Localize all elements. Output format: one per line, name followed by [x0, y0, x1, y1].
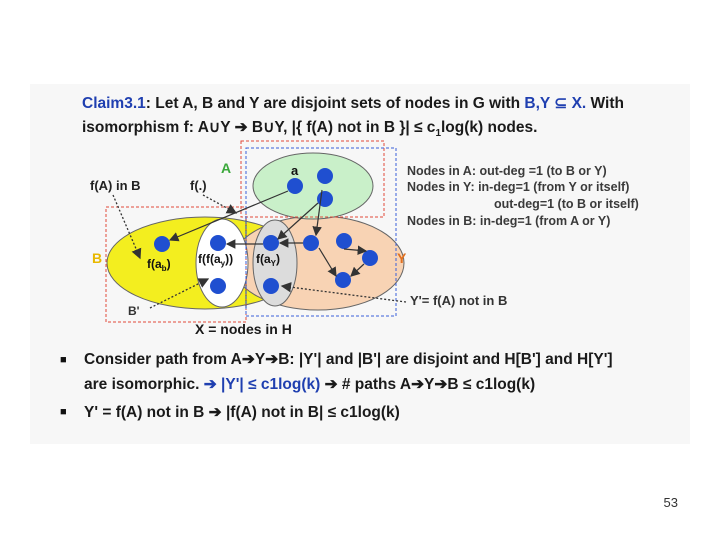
- set-A-ellipse: [253, 153, 373, 219]
- node-ffay2: [210, 278, 226, 294]
- bullet-1-line-2c: ➔ # paths A➔Y➔B ≤ c1log(k): [320, 376, 536, 393]
- note-2: Nodes in Y: in-deg=1 (from Y or itself): [407, 180, 630, 194]
- label-Y: Y: [397, 250, 407, 266]
- pointer-f-dot: [203, 195, 236, 213]
- claim-label: Claim3.1: [82, 95, 146, 112]
- claim-map: f: A∪Y ➔ B∪Y: [183, 119, 284, 136]
- note-4: Nodes in B: in-deg=1 (from A or Y): [407, 214, 611, 228]
- label-Bprime: B': [128, 304, 140, 318]
- node-fay1: [263, 235, 279, 251]
- claim-tail: log(k) nodes.: [441, 119, 538, 136]
- bullet-1-line-1: Consider path from A➔Y➔B: |Y'| and |B'| are disjoint and H[B'] and H[Y']: [84, 351, 613, 368]
- bullet-1-line-2b: ➔ |Y'| ≤ c1log(k): [203, 376, 321, 393]
- node-y1: [303, 235, 319, 251]
- label-ffay: $f(f(a_y))$: [198, 252, 234, 268]
- label-f-ab: $f(a_b)$: [147, 257, 171, 273]
- node-a2: [317, 168, 333, 184]
- bullet-2: Y' = f(A) not in B ➔ |f(A) not in B| ≤ c1log(k): [84, 404, 400, 421]
- claim-text-2: isomorphism: [82, 119, 184, 136]
- claim-sub: 1: [435, 128, 441, 140]
- claim-text-1: : Let A, B and Y are disjoint sets of nodes in G with: [145, 95, 525, 112]
- page-number: 53: [663, 495, 678, 510]
- claim-end-2: , |{ f(A) not in B }| ≤ c: [283, 119, 436, 136]
- label-B: B: [92, 250, 103, 266]
- label-fA-in-B: f(A) in B: [90, 178, 141, 193]
- node-a1: [287, 178, 303, 194]
- label-f-dot: f(.): [190, 178, 207, 193]
- node-y2: [336, 233, 352, 249]
- node-b1: [154, 236, 170, 252]
- label-A: A: [221, 160, 232, 176]
- label-fay: $f(a_Y)$: [256, 252, 281, 268]
- note-1: Nodes in A: out-deg =1 (to B or Y): [407, 164, 607, 178]
- note-3: out-deg=1 (to B or itself): [494, 197, 639, 211]
- bullet-marker-2: ■: [60, 406, 67, 418]
- claim-end-1: With: [586, 95, 624, 112]
- bullet-marker-1: ■: [60, 354, 67, 366]
- node-fay2: [263, 278, 279, 294]
- label-yprime: Y'= f(A) not in B: [410, 293, 508, 308]
- label-X: X = nodes in H: [195, 321, 292, 337]
- node-a3: [317, 191, 333, 207]
- claim-sets: B,Y ⊆ X.: [524, 95, 587, 112]
- node-y4: [335, 272, 351, 288]
- node-y3: [362, 250, 378, 266]
- label-a: a: [291, 163, 299, 178]
- node-ffay1: [210, 235, 226, 251]
- bullet-1-line-2a: are isomorphic.: [84, 376, 204, 393]
- bullet-1-line-2: [84, 375, 535, 394]
